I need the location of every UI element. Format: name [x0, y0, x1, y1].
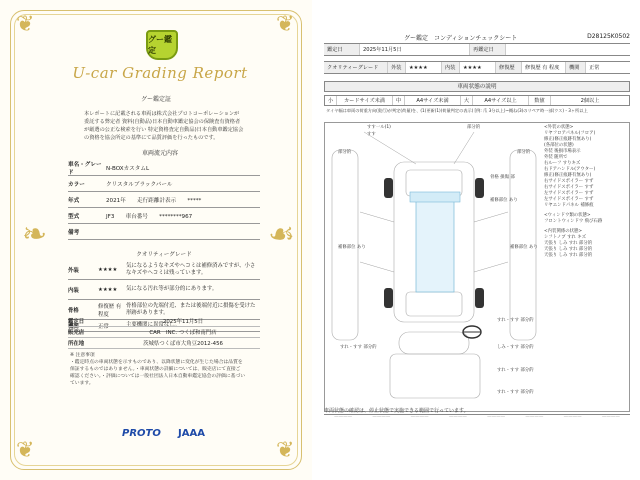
certificate-subtitle: グー鑑定証 — [140, 96, 171, 103]
notes-title: ※ 注意事項 — [70, 353, 95, 358]
roof-glass — [416, 196, 454, 292]
diagram-note: すれ・すす 部分的 — [497, 390, 534, 395]
size-label: 中 — [393, 96, 405, 105]
vehicle-diagram — [324, 122, 544, 407]
wheel-rear-right — [475, 288, 484, 308]
steering-wheel-icon — [463, 326, 481, 338]
report-heading: U-car Grading Report — [72, 64, 248, 82]
header-label: 外装 — [388, 62, 406, 73]
diagram-note: しみ・すす 部分的 — [497, 345, 534, 350]
size-label: 小 — [325, 96, 337, 105]
note-line: 外装 随所で — [544, 155, 568, 160]
windshield — [410, 192, 460, 202]
header-row — [324, 62, 630, 74]
vehicle-row: 備考 — [68, 224, 260, 240]
note-line: フロントウィンドウ 飛び石跡 — [544, 219, 603, 224]
note-line: 外装 後損市場表示 — [544, 149, 581, 154]
header-value: ★★★★ — [460, 62, 496, 73]
diagram-note: 部分的 — [467, 125, 481, 130]
note-line: リヤフロアパネル(フロア) — [544, 131, 596, 136]
grade-row: 骨格 修復歴 有 程度 骨格部位の先端付近、または後端付近に損傷を受けた形跡があります。 — [68, 300, 260, 320]
sheet-header-table — [324, 43, 630, 74]
note-line: (各部位の状態) — [544, 143, 574, 148]
diagram-note: 補修部位 あり — [490, 198, 518, 203]
goo-badge-logo: グー鑑定 — [146, 30, 178, 60]
signature-line: ———— — [563, 415, 582, 420]
vehicle-row: 車名・グレード N-BOXカスタムL — [68, 160, 260, 176]
header-value: 正常 — [589, 65, 600, 71]
diagram-note: すす — [367, 132, 376, 137]
note-line: 修正(修正痕跡有無あり) — [544, 137, 592, 142]
legend-text: タイヤ幅は車両の荷重方向(奥行)が判定(荷量)を、(1)更新(1)(荷量判定の表示) [例: 爪 3分以上)~概ね(3)のリペア時一部(ウス)・3ヶ所以上 — [326, 108, 588, 113]
note-line: リヤエンドパネル 補修痕 — [544, 203, 594, 208]
diagram-note: 部分的 — [338, 150, 352, 155]
header-label: クオリティーグレード — [324, 62, 388, 73]
diagram-note: 補修部位 あり — [338, 245, 366, 250]
rear-outline — [406, 292, 462, 316]
note-line: 天張り しみ すれ 部分的 — [544, 241, 593, 246]
diagram-note: すれ・すす 部分的 — [497, 318, 534, 323]
diagram-note: すす一ル(1) — [367, 125, 391, 130]
signature-line: ———— — [410, 415, 429, 420]
signature-line: ———— — [487, 415, 506, 420]
jaaa-logo: JAAA — [178, 428, 205, 439]
grading-certificate — [0, 0, 312, 480]
diagram-note: すれ・すす 部分的 — [497, 368, 534, 373]
vehicle-row: カラー クリスタルブラックパール — [68, 176, 260, 192]
sheet-title: グー鑑定 コンディションチェックシート — [404, 35, 518, 42]
sheet-footer-note: 車両状態の確認は、停止状態で実施できる範囲で行っています。 — [324, 408, 469, 414]
signature-line: ———— — [448, 415, 467, 420]
size-label: カードサイズ未満 — [337, 96, 393, 105]
note-line: 天張り しみ すれ 部分的 — [544, 247, 593, 252]
notes-heading: <外装の状態> — [544, 125, 574, 130]
condition-section-title: 車両状態の説明 — [324, 81, 630, 92]
ornament-icon: ❦ — [16, 438, 35, 463]
header-label: 修復歴 — [496, 62, 522, 73]
header-value: ★★★★ — [406, 62, 442, 73]
damage-size-legend — [324, 95, 630, 106]
note-line: シフトノブ すれ キズ — [544, 235, 586, 240]
notes-block — [70, 352, 245, 387]
diagram-note: すれ・すす 部分的 — [340, 345, 377, 350]
header-value — [506, 44, 630, 55]
note-line: 左サイドスポイラー すず — [544, 197, 594, 202]
diagram-note: 骨格 損傷 部 — [490, 175, 515, 180]
proto-logo: PROTO — [122, 428, 161, 439]
signature-line: ———— — [601, 415, 620, 420]
header-label: 鑑定日 — [324, 44, 360, 55]
header-value: 修復歴 有 程度 — [522, 62, 566, 73]
note-line: 右ドアハンドル(アウター) — [544, 167, 596, 172]
note-line: <内装関係の状態> — [544, 229, 583, 234]
rear-view-outline — [390, 354, 480, 398]
info-row: 所在地 茨城県つくば市大角豆2012-456 — [68, 338, 260, 349]
grade-row: 機関 正常 主要機関に異常なし。 — [68, 320, 260, 332]
header-label: 機関 — [566, 62, 586, 73]
note-line: 右サイドスポイラー すず — [544, 179, 594, 184]
vehicle-section-title: 車両流元内容 — [141, 150, 178, 157]
note-line: 天張り しみ すれ 部分的 — [544, 253, 593, 258]
note-line: <ウィンドウ類の状態> — [544, 213, 591, 218]
header-value: 2025年11月5日 — [360, 44, 470, 55]
size-label: 2個以上 — [580, 98, 600, 104]
ornament-icon: ❦ — [276, 12, 295, 37]
diagram-note: 部分的 — [517, 150, 531, 155]
signature-row — [324, 414, 630, 423]
condition-notes — [544, 125, 616, 259]
notes-text: ・鑑定時点の車両状態を示すものであり、以降状態に変化が生じた場合は品質を保証するものではありません。・車両状態の詳細については、販売店にて直接ご確認ください。・評価については一般社団法人日本自動車鑑定協会の評価に基づいています。 — [70, 360, 245, 386]
signature-line: ———— — [372, 415, 391, 420]
intro-paragraph: 本レポートに記載される車両は株式会社プロトコーポレーションが委託する弊定者 資料(自動品)日本自動車鑑定協会の保険査有資格者が厳選の公正な検索を行い 特定資格査定自動品)日本自動車鑑定協会の資格を協会所定の基準にて品質評価を行ったものです。 — [84, 111, 244, 141]
grade-row: 外装 ★★★★ 気になるようなキズやヘコミは補修済みですが、小さなキズやヘコミは残っています。 — [68, 260, 260, 280]
ornament-icon: ❧ — [22, 217, 48, 252]
ornament-icon: ❦ — [276, 438, 295, 463]
ornament-icon: ☙ — [268, 217, 295, 252]
diagram-note: 補修部位 あり — [510, 245, 538, 250]
grade-row: 内装 ★★★★ 気になる汚れ等が部分的にあります。 — [68, 280, 260, 300]
wheel-front-right — [475, 178, 484, 198]
ornament-icon: ❦ — [16, 12, 35, 37]
size-label: A4サイズ未満 — [405, 96, 461, 105]
size-label: 大 — [461, 96, 473, 105]
note-line: 左サイドスポイラー すず — [544, 191, 594, 196]
note-line: 右ルーフ すりキズ — [544, 161, 581, 166]
size-label: A4サイズ以上 — [473, 96, 529, 105]
condition-check-sheet — [312, 0, 640, 480]
sheet-code: D28125K0502 — [587, 33, 630, 40]
size-label: 数値 — [529, 96, 551, 105]
wheel-rear-left — [384, 288, 393, 308]
info-row: 鑑定日 2025年11月5日 — [68, 316, 260, 327]
vehicle-row: 型式 JF3 車台番号 ********967 — [68, 208, 260, 224]
vehicle-row: 年式 2021年 走行距離計表示 ***** — [68, 192, 260, 208]
quality-grade-title: クオリティーグレード — [136, 252, 192, 258]
wheel-front-left — [384, 178, 393, 198]
signature-line: ———— — [334, 415, 353, 420]
info-row: 販売店 CAR INC. つくば和南門店 — [68, 327, 260, 338]
note-line: 修正(修正痕跡有無あり) — [544, 173, 592, 178]
header-label: 内装 — [442, 62, 460, 73]
header-row — [324, 44, 630, 56]
note-line: 右サイドスポイラー すず — [544, 185, 594, 190]
header-label: 再鑑定日 — [470, 44, 506, 55]
signature-line: ———— — [525, 415, 544, 420]
front-view-outline — [399, 332, 469, 354]
